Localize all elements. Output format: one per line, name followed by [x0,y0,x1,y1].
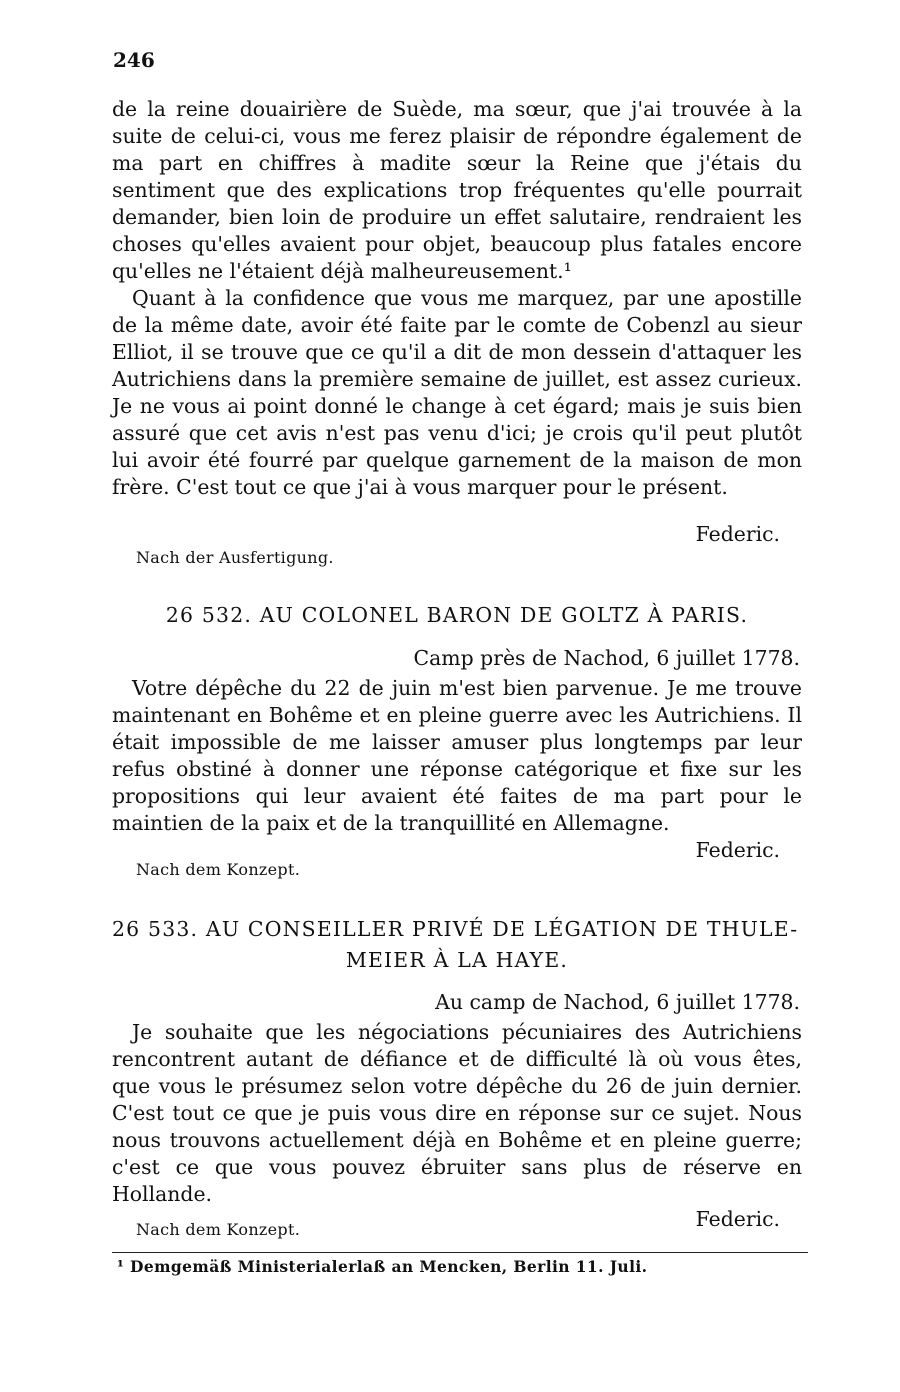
letter-heading-26532: 26 532. AU COLONEL BARON DE GOLTZ À PARIS. [165,603,749,627]
letter-paragraph-thulemeier: Je souhaite que les négociations pécuniaires des Autrichiens rencontrent autant de défiance et de difficulté là où vous êtes, que vous le présumez selon votre dépêche du 26 de juin dernier. C'est tout ce que je puis vous dire en réponse sur ce sujet. Nous nous trouvons actuellement déjà en Bohême et en pleine guerre; c'est ce que vous pouvez ébruiter sans plus de réserve en Hollande. [112,1020,802,1206]
signature-federic: Federic. [695,522,780,546]
letter-paragraph-goltz: Votre dépêche du 22 de juin m'est bien parvenue. Je me trouve maintenant en Bohême et en pleine guerre avec les Autrichiens. Il était impossible de me laisser amuser plus longtemps par leur refus obstiné à donner une réponse catégorique et fixe sur les propositions qui leur avaient été faites de ma part pour le maintien de la paix et de la tranquillité en Allemagne. [112,676,802,835]
dateline: Au camp de Nachod, 6 juillet 1778. [435,990,800,1014]
letter-heading-26533-line1: 26 533. AU CONSEILLER PRIVÉ DE LÉGATION DE THULE- [112,917,799,941]
signature-federic: Federic. [695,838,780,862]
source-note: Nach der Ausfertigung. [136,548,334,567]
source-note: Nach dem Konzept. [136,1220,301,1239]
page-number: 246 [113,48,155,72]
dateline: Camp près de Nachod, 6 juillet 1778. [413,646,800,670]
letter-paragraph-cobenzl: Quant à la confidence que vous me marquez, par une apostille de la même date, avoir été faite par le comte de Cobenzl au sieur Elliot, il se trouve que ce qu'il a dit de mon dessein d'attaquer les Autrichiens dans la première semaine de juillet, est assez curieux. Je ne vous ai point donné le change à cet égard; mais je suis bien assuré que cet avis n'est pas venu d'ici; je crois qu'il peut plutôt lui avoir été fourré par quelque garnement de la maison de mon frère. C'est tout ce que j'ai à vous marquer pour le présent. [112,286,802,499]
footnote: ¹ Demgemäß Ministerialerlaß an Mencken, Berlin 11. Juli. [117,1257,648,1276]
footnote-rule [112,1252,808,1253]
signature-federic: Federic. [695,1207,780,1231]
letter-heading-26533-line2: MEIER À LA HAYE. [345,948,569,972]
letter-continuation-paragraph: de la reine douairière de Suède, ma sœur, que j'ai trouvée à la suite de celui-ci, vous me ferez plaisir de répondre également de ma part en chiffres à madite sœur la Reine que j'étais du sentiment que des explications trop fréquentes qu'elle pourrait demander, bien loin de produire un effet salutaire, rendraient les choses qu'elles avaient pour objet, beaucoup plus fatales encore qu'elles ne l'étaient déjà malheureusement.¹ [112,97,802,283]
source-note: Nach dem Konzept. [136,860,301,879]
